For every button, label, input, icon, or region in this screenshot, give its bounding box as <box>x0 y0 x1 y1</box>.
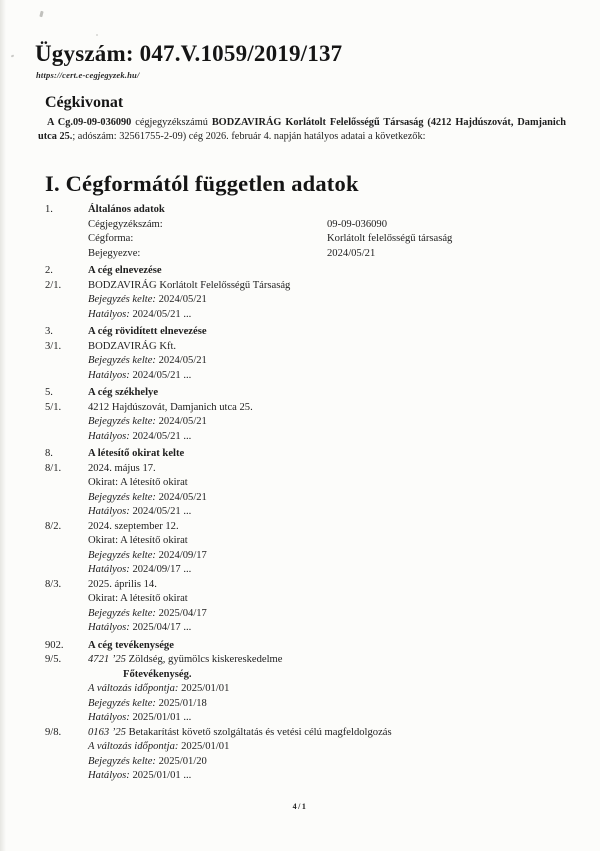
entry-number: 1. <box>45 204 53 215</box>
page-number: 4/1 <box>292 802 308 811</box>
entry-number: 9/5. <box>45 654 62 665</box>
entry-content <box>88 726 570 741</box>
intro-paragraph <box>38 116 566 143</box>
meta-label: Hatályos: <box>88 369 130 381</box>
entry-title: A létesítő okirat kelte <box>88 448 185 459</box>
meta-label: Bejegyzés kelte: <box>88 355 156 366</box>
entry-row <box>45 218 570 233</box>
meta-label: Hatályos: <box>88 622 130 633</box>
meta-label: Hatályos: <box>88 564 130 575</box>
entry-text: 2024. szeptember 12. <box>88 520 179 532</box>
entry-content <box>88 308 570 323</box>
entry-row <box>45 520 570 535</box>
entry-text: 2025. április 14. <box>88 578 157 590</box>
meta-label: Bejegyzés kelte: <box>88 549 156 561</box>
meta-label: Bejegyzés kelte: <box>88 607 156 619</box>
activity-text: Betakarítást követő szolgáltatás és vetési célú magfeldolgozás <box>128 726 392 738</box>
entry-row <box>45 264 570 279</box>
meta-label: Hatályos: <box>88 430 130 442</box>
entry-title: A cég székhelye <box>88 387 159 398</box>
entry-content <box>88 563 570 578</box>
meta-value: 2024/05/21 ... <box>132 430 192 442</box>
entry-row <box>45 534 570 549</box>
entry-number: 5. <box>45 387 53 398</box>
meta-value: 2024/09/17 <box>158 549 207 561</box>
entry-text: Okirat: A létesítő okirat <box>88 535 188 546</box>
meta-label: Bejegyzés kelte: <box>88 491 156 503</box>
scan-speck <box>96 34 98 36</box>
meta-value: 2024/05/21 ... <box>132 506 192 517</box>
meta-value: 2025/04/17 <box>158 607 207 619</box>
meta-value: 2024/05/21 <box>158 294 207 305</box>
entry-title: A cég rövidített elnevezése <box>88 326 207 337</box>
meta-label: A változás időpontja: <box>88 683 179 694</box>
document-title: Cégkivonat <box>45 94 124 111</box>
entry-content <box>88 682 570 697</box>
entry-content <box>88 232 570 247</box>
meta-value: 2025/04/17 ... <box>132 622 192 633</box>
entry-number: 8/2. <box>45 520 62 532</box>
entry-number: 2. <box>45 265 53 276</box>
entry-text: 4212 Hajdúszovát, Damjanich utca 25. <box>88 401 253 413</box>
meta-label: Hatályos: <box>88 506 130 517</box>
entry-content <box>88 340 570 355</box>
meta-value: 2025/01/01 ... <box>132 770 192 781</box>
entries-list <box>45 200 570 784</box>
entry-number: 8. <box>45 448 53 459</box>
entry-content <box>88 386 570 401</box>
entry-row <box>45 203 570 218</box>
entry-content <box>88 203 570 218</box>
entry-row <box>45 308 570 323</box>
entry-text: Főtevékenység. <box>123 668 192 680</box>
entry-row <box>45 697 570 712</box>
entry-row <box>45 592 570 607</box>
entry-row <box>45 682 570 697</box>
meta-label: Bejegyzés kelte: <box>88 755 156 767</box>
entry-row <box>45 447 570 462</box>
entry-row <box>45 462 570 477</box>
entry-row <box>45 430 570 445</box>
entry-content <box>88 639 570 654</box>
field-label: Cégforma: <box>88 233 134 244</box>
entry-row <box>45 325 570 340</box>
entry-row <box>45 505 570 520</box>
entry-row <box>45 607 570 622</box>
meta-label: A változás időpontja: <box>88 741 179 752</box>
meta-label: Bejegyzés kelte: <box>88 697 156 709</box>
meta-label: Bejegyzés kelte: <box>88 416 156 427</box>
meta-value: 2024/05/21 <box>158 355 207 366</box>
entry-row <box>45 549 570 564</box>
field-label: Bejegyezve: <box>88 247 141 259</box>
meta-label: Hatályos: <box>88 712 130 723</box>
meta-value: 2024/09/17 ... <box>132 564 192 575</box>
entry-row <box>45 232 570 247</box>
certificate-url: https://cert.e-cegjegyzek.hu/ <box>36 70 140 80</box>
entry-row <box>45 668 570 683</box>
entry-row <box>45 279 570 294</box>
entry-content <box>88 279 570 294</box>
entry-row <box>45 293 570 308</box>
entry-number: 3/1. <box>45 340 62 352</box>
entry-content <box>88 369 570 384</box>
meta-value: 2025/01/20 <box>158 755 207 767</box>
entry-content <box>88 534 570 549</box>
entry-row <box>45 639 570 654</box>
scan-edge-shadow <box>0 0 6 851</box>
entry-content <box>88 218 570 233</box>
entry-row <box>45 386 570 401</box>
entry-row <box>45 621 570 636</box>
entry-row <box>45 653 570 668</box>
activity-text: Zöldség, gyümölcs kiskereskedelme <box>128 654 283 665</box>
entry-row <box>45 563 570 578</box>
scan-speck <box>39 11 43 18</box>
meta-value: 2025/01/01 ... <box>132 712 192 723</box>
entry-content <box>88 325 570 340</box>
intro-segment: ; adószám: 32561755-2-09) cég 2026. február 4. napján hatályos adatai a következők: <box>72 130 426 142</box>
entry-content <box>88 755 570 770</box>
entry-content <box>88 621 570 636</box>
meta-value: 2024/05/21 ... <box>132 308 192 320</box>
meta-label: Hatályos: <box>88 308 130 320</box>
entry-row <box>45 369 570 384</box>
entry-content <box>88 520 570 535</box>
field-value: 09-09-036090 <box>327 218 388 230</box>
entry-text: BODZAVIRÁG Korlátolt Felelősségű Társaság <box>88 279 291 291</box>
entry-row <box>45 578 570 593</box>
entry-row <box>45 354 570 369</box>
entry-row <box>45 726 570 741</box>
entry-content <box>88 354 570 369</box>
case-number-title: Ügyszám: 047.V.1059/2019/137 <box>35 41 343 66</box>
meta-value: 2025/01/01 <box>181 683 230 694</box>
entry-row <box>45 491 570 506</box>
meta-value: 2024/05/21 ... <box>132 369 192 381</box>
entry-text: Okirat: A létesítő okirat <box>88 593 188 604</box>
entry-content <box>88 401 570 416</box>
entry-text: Okirat: A létesítő okirat <box>88 477 188 488</box>
entry-row <box>45 476 570 491</box>
entry-row <box>45 340 570 355</box>
entry-content <box>88 415 570 430</box>
meta-label: Hatályos: <box>88 770 130 781</box>
entry-row <box>45 769 570 784</box>
entry-content <box>88 447 570 462</box>
entry-content <box>88 711 570 726</box>
meta-value: 2024/05/21 <box>158 416 207 427</box>
entry-row <box>45 711 570 726</box>
entry-content <box>88 740 570 755</box>
entry-number: 8/1. <box>45 462 62 474</box>
entry-row <box>45 755 570 770</box>
activity-code: 0163 ’25 <box>88 726 126 738</box>
entry-number: 2/1. <box>45 279 62 291</box>
meta-value: 2025/01/18 <box>158 697 207 709</box>
entry-content <box>88 491 570 506</box>
entry-content <box>88 592 570 607</box>
meta-value: 2025/01/01 <box>181 741 230 752</box>
entry-content <box>88 607 570 622</box>
entry-content <box>88 430 570 445</box>
entry-content <box>88 247 570 262</box>
entry-content <box>88 505 570 520</box>
entry-text: 2024. május 17. <box>88 462 156 474</box>
meta-value: 2024/05/21 <box>158 491 207 503</box>
entry-content <box>88 293 570 308</box>
entry-row <box>45 415 570 430</box>
intro-segment: BODZAVIRÁG Korlátolt Felelősségű Társaság (4212 Hajdúszovát, Damjanich utca 25. <box>38 117 566 142</box>
entry-content <box>88 264 570 279</box>
entry-content <box>88 462 570 477</box>
entry-content <box>88 653 570 668</box>
entry-number: 9/8. <box>45 726 62 738</box>
entry-row <box>45 247 570 262</box>
entry-title: A cég elnevezése <box>88 265 162 276</box>
entry-content <box>88 476 570 491</box>
entry-number: 8/3. <box>45 578 62 590</box>
entry-content <box>88 578 570 593</box>
intro-segment: cégjegyzékszámú <box>131 117 212 128</box>
entry-content <box>88 549 570 564</box>
entry-text: BODZAVIRÁG Kft. <box>88 340 177 352</box>
entry-content <box>88 668 570 683</box>
entry-row <box>45 740 570 755</box>
entry-title: A cég tevékenysége <box>88 639 174 651</box>
field-label: Cégjegyzékszám: <box>88 218 163 230</box>
intro-segment: A Cg.09-09-036090 <box>47 117 132 128</box>
field-value: Korlátolt felelősségű társaság <box>327 233 453 244</box>
section-title: I. Cégformától független adatok <box>45 171 359 196</box>
scan-speck <box>11 55 15 58</box>
entry-number: 902. <box>45 639 64 651</box>
entry-number: 3. <box>45 326 53 337</box>
field-value: 2024/05/21 <box>327 247 376 259</box>
entry-number: 5/1. <box>45 401 62 413</box>
activity-code: 4721 ’25 <box>88 654 126 665</box>
meta-label: Bejegyzés kelte: <box>88 294 156 305</box>
entry-title: Általános adatok <box>88 204 165 215</box>
entry-row <box>45 401 570 416</box>
entry-content <box>88 697 570 712</box>
entry-content <box>88 769 570 784</box>
